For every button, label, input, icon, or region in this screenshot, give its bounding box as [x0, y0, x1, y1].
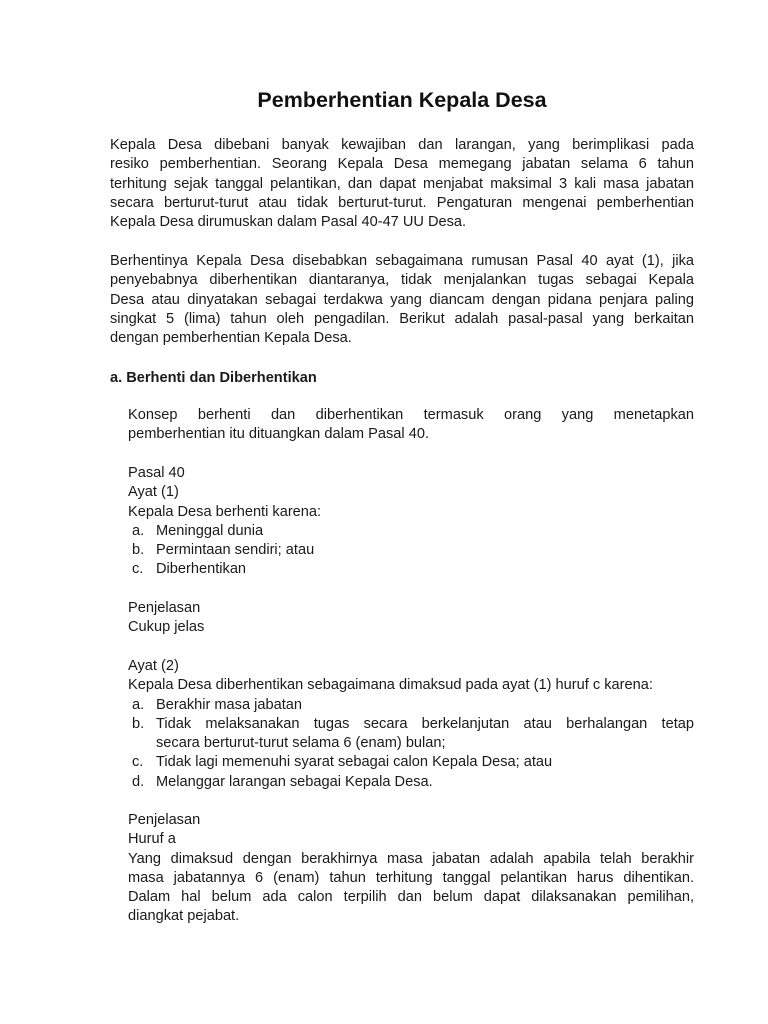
- ayat-1-list: [128, 522, 694, 580]
- list-item-text: Tidak lagi memenuhi syarat sebagai calon Kepala Desa; atau: [156, 754, 553, 771]
- list-item-text: Diberhentikan: [156, 561, 247, 578]
- paragraph-line: Desa atau dinyatakan sebagai terdakwa yang diancam dengan pidana penjara paling: [110, 291, 694, 308]
- paragraph-line: Kepala Desa dibebani banyak kewajiban dan larangan, yang berimplikasi pada: [110, 137, 694, 153]
- list-item-text: Permintaan sendiri; atau: [156, 542, 315, 559]
- paragraph-line: secara berturut-turut atau tidak berturut-turut. Pengaturan mengenai pemberhentian: [110, 194, 694, 211]
- list-marker: a.: [132, 522, 145, 539]
- concept-paragraph: [128, 406, 694, 445]
- section-heading: a. Berhenti dan Diberhentikan: [110, 370, 317, 386]
- page-title: Pemberhentian Kepala Desa: [257, 88, 547, 112]
- list-item: [128, 715, 694, 754]
- ayat-lead: Kepala Desa diberhentikan sebagaimana dimaksud pada ayat (1) huruf c karena:: [128, 677, 653, 694]
- paragraph-line: Dalam hal belum ada calon terpilih dan belum dapat dilaksanakan pemilihan,: [128, 889, 694, 906]
- pasal-title: Pasal 40: [128, 465, 185, 481]
- list-item: [128, 560, 694, 579]
- list-marker: a.: [132, 696, 145, 713]
- penjelasan-label: Penjelasan: [128, 600, 201, 616]
- list-marker: c.: [132, 561, 144, 578]
- paragraph-line: pemberhentian itu dituangkan dalam Pasal 40.: [128, 426, 429, 443]
- ayat-2-block: [128, 657, 694, 792]
- ayat-lead: Kepala Desa berhenti karena:: [128, 503, 322, 520]
- paragraph-line: dengan pemberhentian Kepala Desa.: [110, 330, 352, 347]
- penjelasan-1-block: [128, 599, 694, 638]
- paragraph-line: penyebabnya diberhentikan diantaranya, tidak menjalankan tugas sebagai Kepala: [110, 272, 694, 289]
- ayat-label: Ayat (2): [128, 658, 179, 674]
- intro-paragraph-1: [110, 136, 694, 232]
- list-item-text: Melanggar larangan sebagai Kepala Desa.: [156, 773, 433, 790]
- ayat-label: Ayat (1): [128, 484, 179, 501]
- list-marker: c.: [132, 754, 144, 771]
- paragraph-line: Konsep berhenti dan diberhentikan termasuk orang yang menetapkan: [128, 407, 694, 423]
- list-marker: b.: [132, 542, 145, 559]
- list-item-text: secara berturut-turut selama 6 (enam) bulan;: [156, 735, 446, 752]
- list-item-text: Berakhir masa jabatan: [156, 696, 303, 713]
- pasal-40-block: [128, 464, 694, 580]
- paragraph-line: Yang dimaksud dengan berakhirnya masa jabatan adalah apabila telah berakhir: [128, 850, 694, 867]
- list-marker: b.: [132, 715, 145, 732]
- paragraph-line: diangkat pejabat.: [128, 908, 240, 925]
- list-item: [128, 522, 694, 541]
- list-marker: d.: [132, 773, 145, 790]
- paragraph-line: terhitung sejak tanggal pelantikan, dan dapat menjabat maksimal 3 kali masa jabatan: [110, 175, 694, 192]
- list-item: [128, 541, 694, 560]
- list-item: [128, 753, 694, 772]
- paragraph-line: resiko pemberhentian. Seorang Kepala Desa memegang jabatan selama 6 tahun: [110, 156, 694, 173]
- paragraph-line: singkat 5 (lima) tahun oleh pengadilan. Berikut adalah pasal-pasal yang berkaitan: [110, 310, 694, 327]
- penjelasan-text: Cukup jelas: [128, 619, 205, 636]
- list-item: [128, 696, 694, 715]
- list-item: [128, 773, 694, 792]
- penjelasan-2-block: [128, 811, 694, 927]
- intro-paragraph-2: [110, 252, 694, 348]
- paragraph-line: masa jabatannya 6 (enam) tahun terhitung tanggal pelantikan harus dihentikan.: [128, 869, 694, 886]
- list-item-text: Tidak melaksanakan tugas secara berkelanjutan atau berhalangan tetap: [156, 715, 694, 732]
- penjelasan-label: Penjelasan: [128, 812, 201, 828]
- paragraph-line: Berhentinya Kepala Desa disebabkan sebagaimana rumusan Pasal 40 ayat (1), jika: [110, 253, 694, 269]
- penjelasan-sub: Huruf a: [128, 831, 176, 848]
- paragraph-line: Kepala Desa dirumuskan dalam Pasal 40-47 UU Desa.: [110, 214, 467, 231]
- ayat-2-list: [128, 696, 694, 792]
- list-item-text: Meninggal dunia: [156, 522, 264, 539]
